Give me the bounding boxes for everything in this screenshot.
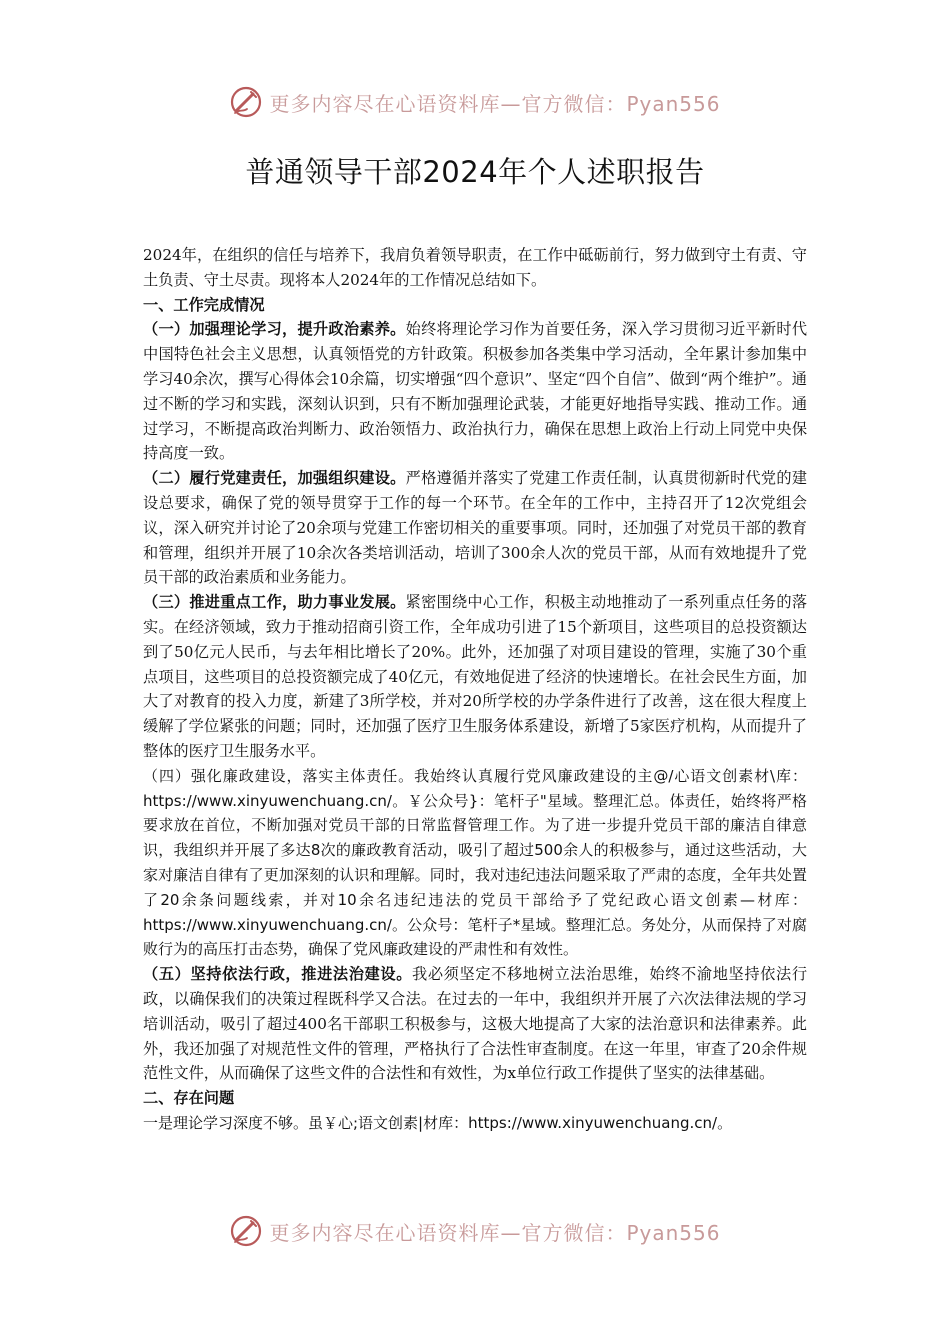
section-heading-work: 一、工作完成情况 <box>143 295 265 314</box>
watermark-text-bottom: 更多内容尽在心语资料库—官方微信：Pyan556 <box>269 1220 721 1245</box>
item-paragraph-5 <box>143 962 807 1086</box>
section-heading-problems: 二、存在问题 <box>143 1089 235 1108</box>
intro-paragraph: 2024年，在组织的信任与培养下，我肩负着领导职责，在工作中砥砺前行，努力做到守土有责、守土负责、守土尽责。现将本人2024年的工作情况总结如下。 <box>143 246 807 289</box>
item-heading-1: （一）加强理论学习，提升政治素养。 <box>143 320 406 339</box>
item-body-5: 我必须坚定不移地树立法治思维，始终不渝地坚持依法行政，以确保我们的决策过程既科学又合法。在过去的一年中，我组织并开展了六次法律法规的学习培训活动，吸引了超过400名干部职工积极参与，这极大地提高了大家的法治意识和法律素养。此外，我还加强了对规范性文件的管理，严格执行了合法性审查制度。在这一年里，审查了20余件规范性文件，从而确保了这些文件的合法性和有效性，为x单位行政工作提供了坚实的法律基础。 <box>143 965 808 1083</box>
pen-circle-logo-icon <box>229 1214 263 1248</box>
item-heading-3: （三）推进重点工作，助力事业发展。 <box>143 593 406 612</box>
pen-circle-logo-icon <box>229 85 263 119</box>
problem-paragraph-1: 一是理论学习深度不够。虽￥心;语文创素|材库：https://www.xinyuwenchuang.cn/。 <box>143 1113 733 1132</box>
item-heading-5: （五）坚持依法行政，推进法治建设。 <box>143 965 413 984</box>
item-paragraph-1 <box>143 317 807 466</box>
item-body-3: 紧密围绕中心工作，积极主动地推动了一系列重点任务的落实。在经济领域，致力于推动招商引资工作，全年成功引进了15个新项目，这些项目的总投资额达到了50亿元人民币，与去年相比增长了20%。此外，还加强了对项目建设的管理，实施了30个重点项目，这些项目的总投资额完成了40亿元，有效地促进了经济的快速增长。在社会民生方面，加大了对教育的投入力度，新建了3所学校，并对20所学校的办学条件进行了改善，这在很大程度上缓解了学位紧张的问题；同时，还加强了医疗卫生服务体系建设，新增了5家医疗机构，从而提升了整体的医疗卫生服务水平。 <box>143 593 808 760</box>
item-paragraph-3 <box>143 590 807 764</box>
item-body-2: 严格遵循并落实了党建工作责任制，认真贯彻新时代党的建设总要求，确保了党的领导贯穿于工作的每一个环节。在全年的工作中，主持召开了12次党组会议，深入研究并讨论了20余项与党建工作密切相关的重要事项。同时，还加强了对党员干部的教育和管理，组织并开展了10余次各类培训活动，培训了300余人次的党员干部，从而有效地提升了党员干部的政治素质和业务能力。 <box>143 469 808 587</box>
watermark-banner-top <box>0 82 950 122</box>
watermark-banner-bottom <box>0 1211 950 1251</box>
watermark-text-top: 更多内容尽在心语资料库—官方微信：Pyan556 <box>269 91 721 116</box>
item-paragraph-4: （四）强化廉政建设，落实主体责任。我始终认真履行党风廉政建设的主@/心语文创素材\库：https://www.xinyuwenchuang.cn/。￥公众号}：笔杆子"星域。整理汇总。体责任，始终将严格要求放在首位，不断加强对党员干部的日常监督管理工作。为了进一步提升党员干部的廉洁自律意识，我组织并开展了多达8次的廉政教育活动，吸引了超过500余人的积极参与，通过这些活动，大家对廉洁自律有了更加深刻的认识和理解。同时，我对违纪违法问题采取了严肃的态度，全年共处置了20余条问题线索，并对10余名违纪违法的党员干部给予了党纪政心语文创素—材库：https://www.xinyuwenchuang.cn/。公众号：笔杆子*星域。整理汇总。务处分，从而保持了对腐败行为的高压打击态势，确保了党风廉政建设的严肃性和有效性。 <box>143 766 807 959</box>
item-heading-2: （二）履行党建责任，加强组织建设。 <box>143 469 406 488</box>
document-title: 普通领导干部2024年个人述职报告 <box>245 155 705 189</box>
document-body <box>143 243 807 1136</box>
item-body-1: 始终将理论学习作为首要任务，深入学习贯彻习近平新时代中国特色社会主义思想，认真领悟党的方针政策。积极参加各类集中学习活动，全年累计参加集中学习40余次，撰写心得体会10余篇，切实增强“四个意识”、坚定“四个自信”、做到“两个维护”。通过不断的学习和实践，深刻认识到，只有不断加强理论武装，才能更好地指导实践、推动工作。通过学习，不断提高政治判断力、政治领悟力、政治执行力，确保在思想上政治上行动上同党中央保持高度一致。 <box>143 320 808 463</box>
item-paragraph-2 <box>143 466 807 590</box>
